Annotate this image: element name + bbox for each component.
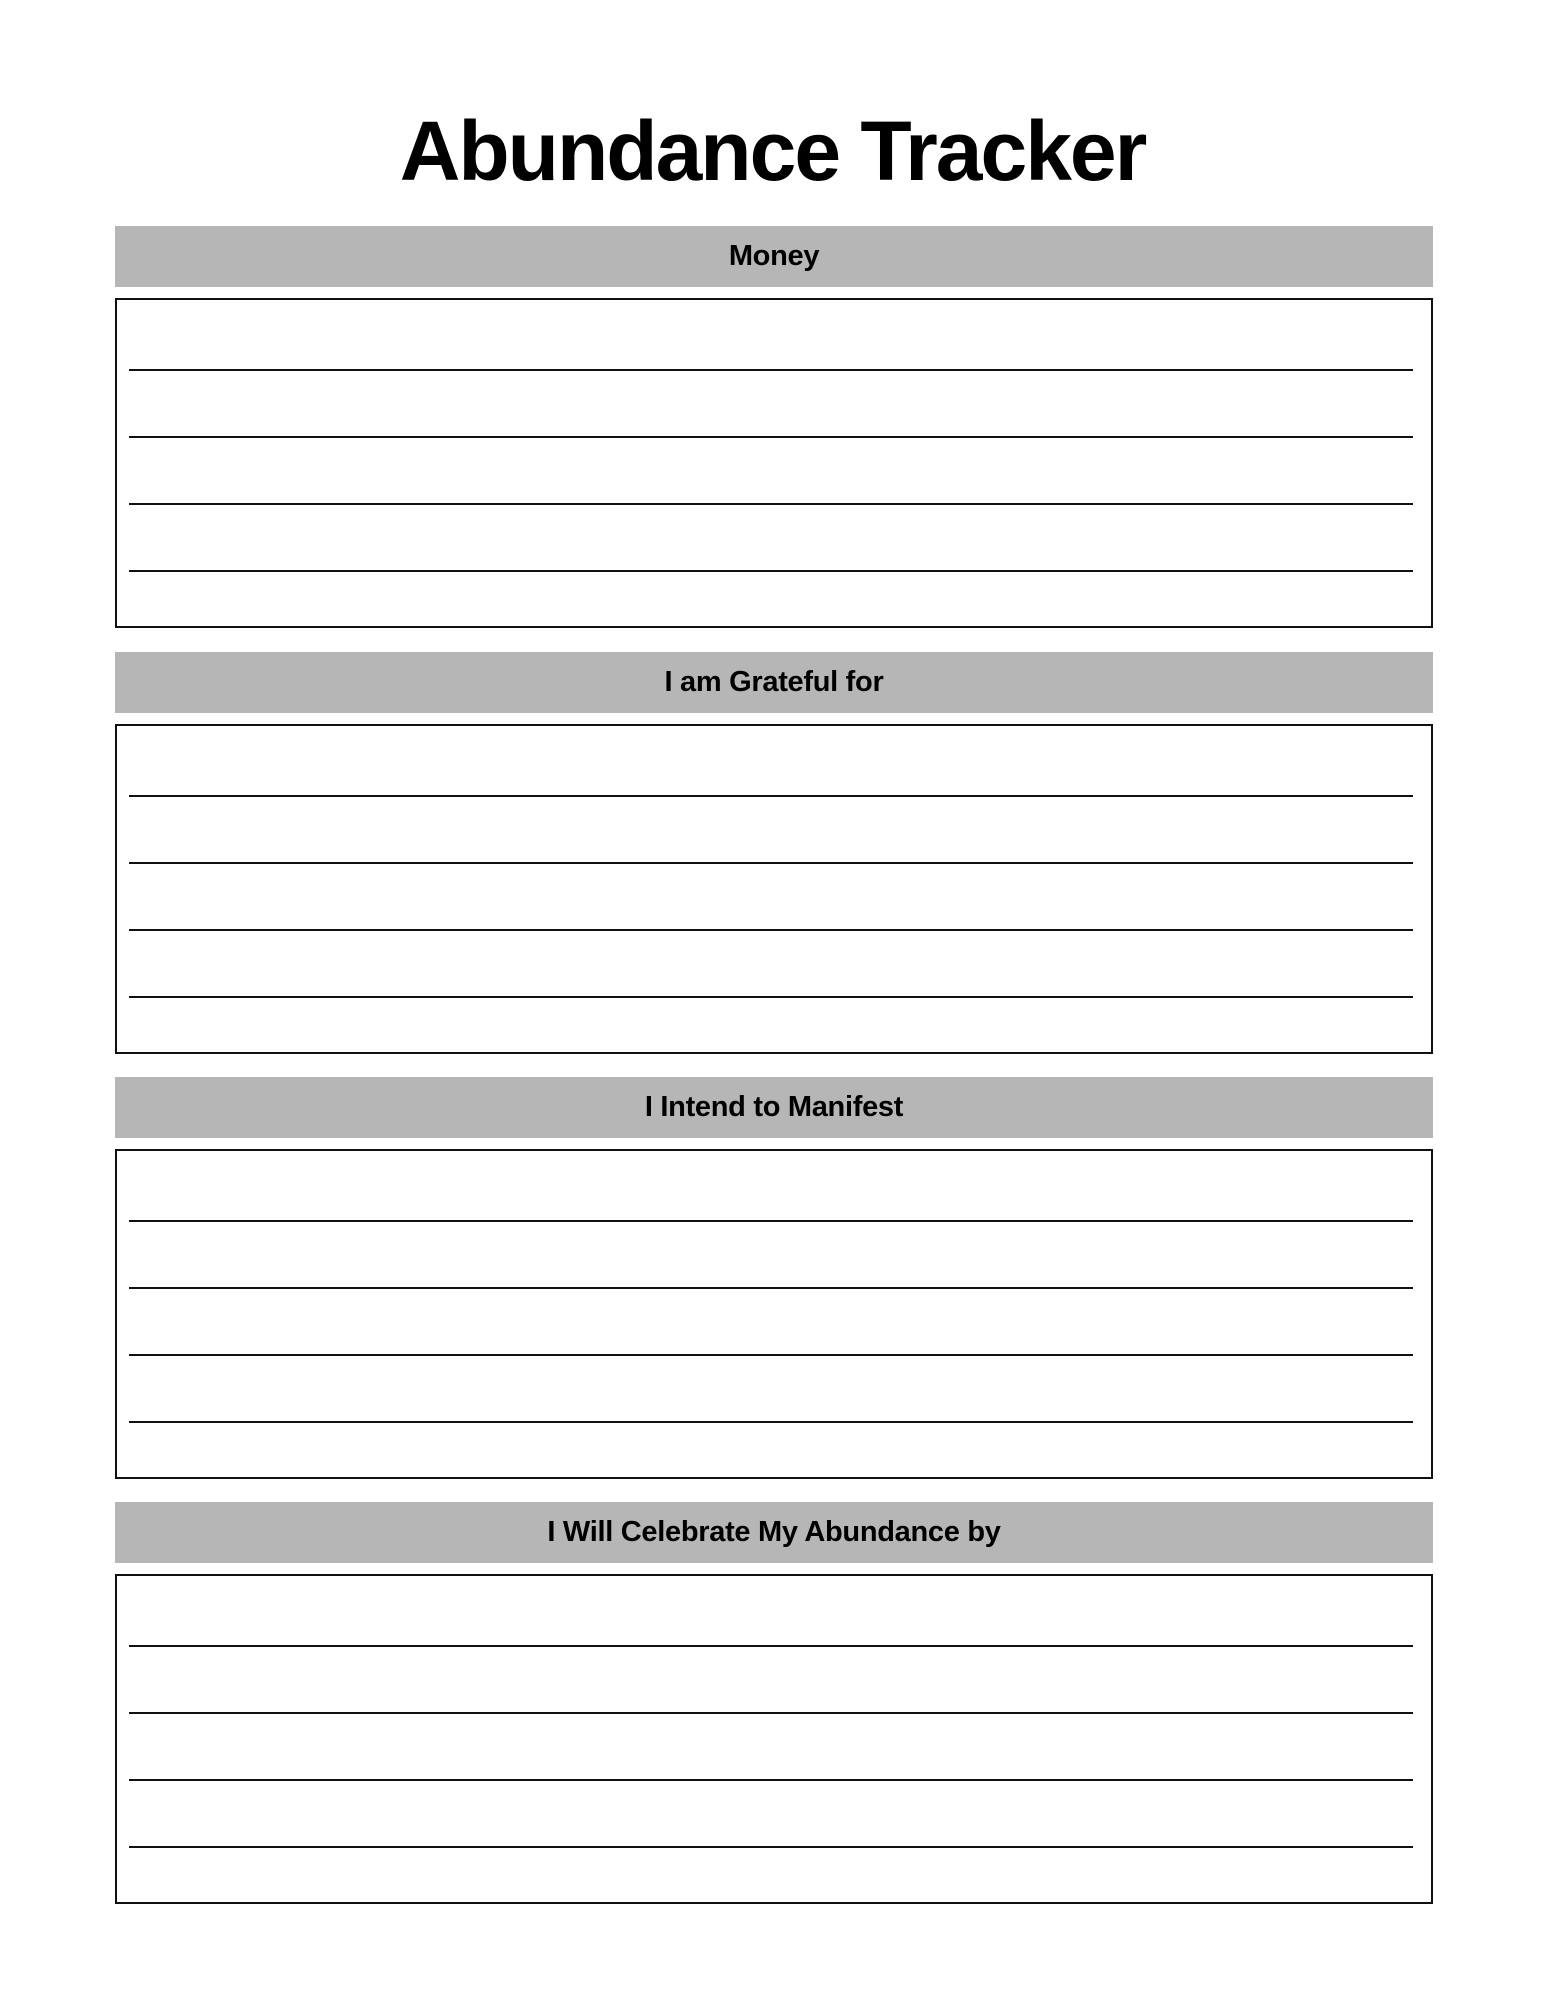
writing-line	[129, 1220, 1413, 1222]
writing-line	[129, 1421, 1413, 1423]
section-heading: Money	[115, 226, 1433, 287]
writing-line	[129, 503, 1413, 505]
section-heading: I Will Celebrate My Abundance by	[115, 1502, 1433, 1563]
writing-line	[129, 996, 1413, 998]
writing-line	[129, 1354, 1413, 1356]
writing-line	[129, 1287, 1413, 1289]
writing-line	[129, 1645, 1413, 1647]
section-heading: I Intend to Manifest	[115, 1077, 1433, 1138]
writing-area[interactable]	[115, 1574, 1433, 1904]
writing-line	[129, 1712, 1413, 1714]
writing-area[interactable]	[115, 298, 1433, 628]
writing-line	[129, 1779, 1413, 1781]
writing-line	[129, 436, 1413, 438]
section-heading: I am Grateful for	[115, 652, 1433, 713]
writing-line	[129, 929, 1413, 931]
writing-line	[129, 1846, 1413, 1848]
writing-line	[129, 795, 1413, 797]
writing-area[interactable]	[115, 724, 1433, 1054]
page-title: Abundance Tracker	[399, 104, 1146, 198]
writing-line	[129, 862, 1413, 864]
writing-line	[129, 369, 1413, 371]
writing-line	[129, 570, 1413, 572]
writing-area[interactable]	[115, 1149, 1433, 1479]
